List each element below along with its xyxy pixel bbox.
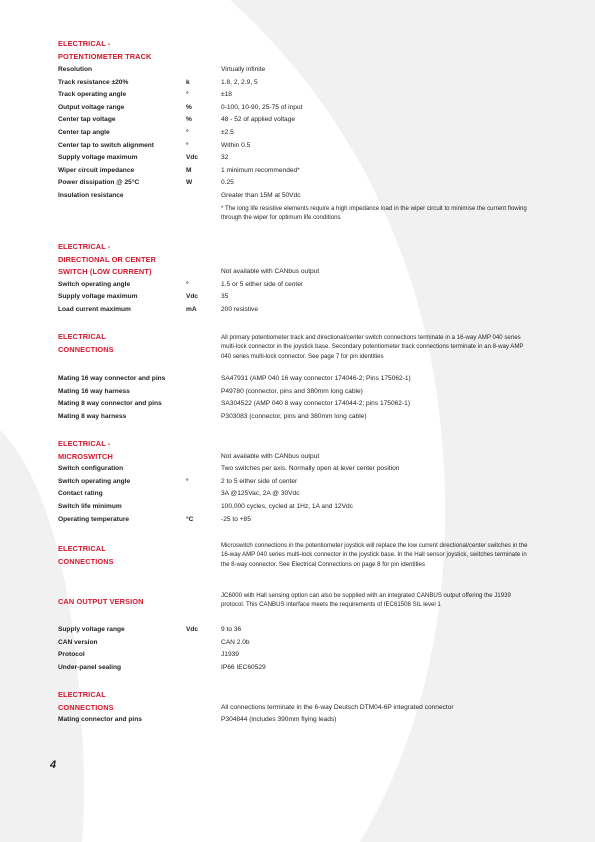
spec-label: Supply voltage range — [58, 626, 125, 633]
spec-label: Under-panel sealing — [58, 663, 122, 671]
spec-value: 35 — [221, 293, 229, 301]
spec-value: 3A @125Vac, 2A @ 30Vdc — [221, 490, 300, 498]
spec-label: Power dissipation @ 25°C — [58, 179, 140, 187]
heading-line: ELECTRICAL - — [58, 242, 111, 251]
spec-value: 1.5 or 5 either side of center — [221, 280, 304, 288]
spec-value: 200 resistive — [221, 306, 259, 313]
heading-line: CONNECTIONS — [58, 556, 114, 566]
spec-row — [0, 64, 595, 77]
spec-value: P49780 (connector, pins and 380mm long cable) — [221, 387, 363, 395]
section-paragraph: Microswitch connections in the potentiometer joystick will replace the low current directional/center switches in the 16-way AMP 040 series multi-lock connector in the joystick base. In the Hall sensor joystick, switches terminate in the 8-way connector. See Electrical Connections on page 8 for pin identities — [221, 542, 528, 568]
spec-value: 1.8, 2, 2.9, 5 — [221, 78, 258, 86]
spec-row — [0, 476, 595, 489]
section-intro — [0, 451, 595, 464]
spec-value: 2 to 5 either side of center — [221, 477, 298, 485]
spec-value: ±18 — [221, 91, 232, 99]
spec-label: Supply voltage maximum — [58, 293, 138, 301]
spec-label: Insulation resistance — [58, 192, 124, 199]
spec-unit: mA — [186, 306, 197, 313]
spec-row — [0, 373, 595, 386]
spec-value: SA47931 (AMP 040 16 way connector 174046-2; Pins 175062-1) — [221, 375, 411, 382]
spec-row — [0, 386, 595, 399]
spec-value: IP66 IEC60529 — [221, 663, 266, 671]
spec-label: Center tap angle — [58, 129, 110, 136]
spec-unit: % — [186, 116, 192, 124]
spec-row — [0, 488, 595, 501]
spec-row — [0, 89, 595, 102]
spec-unit: ° — [186, 477, 189, 485]
section-intro — [0, 266, 595, 279]
section-paragraph: JC6000 with Hall sensing option can also be supplied with an integrated CANBUS output offering the J1939 protocol. This CANBUS interface meets the requirements of IEC61508 SIL level 1 — [221, 592, 511, 609]
spec-row — [0, 177, 595, 190]
spec-value: 0-100, 10-90, 25-75 of input — [221, 103, 303, 111]
spec-label: Wiper circuit impedance — [58, 166, 135, 174]
spec-value: Greater than 15M at 50Vdc — [221, 192, 301, 199]
spec-row — [0, 714, 595, 727]
spec-row — [0, 463, 595, 476]
spec-unit: Vdc — [186, 293, 199, 301]
spec-row — [0, 279, 595, 292]
spec-label: CAN version — [58, 638, 98, 646]
spec-value: SA304522 (AMP 040 8 way connector 174044-2; pins 175062-1) — [221, 400, 411, 408]
page-number: 4 — [50, 759, 57, 771]
heading-line: ELECTRICAL — [58, 332, 106, 341]
spec-row — [0, 77, 595, 90]
spec-label: Switch operating angle — [58, 477, 131, 485]
spec-unit: ° — [186, 129, 189, 136]
spec-value: 1 minimum recommended* — [221, 166, 300, 174]
spec-row — [0, 127, 595, 140]
spec-row — [0, 165, 595, 178]
spec-label: Load current maximum — [58, 306, 131, 313]
spec-label: Mating 16 way connector and pins — [58, 375, 166, 382]
heading-line: SWITCH (LOW CURRENT) — [58, 267, 152, 277]
intro-text: All connections terminate in the 6-way Deutsch DTM04-6P integrated connector — [221, 703, 454, 711]
spec-unit: M — [186, 166, 192, 174]
spec-unit: W — [186, 179, 193, 187]
spec-unit: ° — [186, 280, 189, 288]
spec-label: Operating temperature — [58, 515, 130, 523]
spec-row — [0, 514, 595, 527]
intro-text: Not available with CANbus output — [221, 268, 320, 276]
spec-row — [0, 501, 595, 514]
spec-value: 100,000 cycles, cycled at 1Hz, 1A and 12Vdc — [221, 503, 353, 510]
spec-row — [0, 624, 595, 637]
section-heading — [58, 331, 114, 356]
spec-value: 48 - 52 of applied voltage — [221, 116, 296, 124]
spec-row — [0, 152, 595, 165]
spec-unit: ° — [186, 91, 189, 99]
spec-unit: % — [186, 103, 192, 111]
spec-value: P304844 (includes 390mm flying leads) — [221, 716, 337, 724]
spec-row — [0, 662, 595, 675]
spec-value: J1939 — [221, 651, 239, 659]
spec-value: Virtually infinite — [221, 66, 266, 73]
spec-row — [0, 637, 595, 650]
spec-row — [0, 304, 595, 317]
spec-row — [0, 291, 595, 304]
heading-line: POTENTIOMETER TRACK — [58, 51, 152, 61]
spec-unit: k — [186, 78, 190, 86]
heading-line: CONNECTIONS — [58, 344, 114, 354]
spec-row — [0, 411, 595, 424]
heading-line: CAN OUTPUT VERSION — [58, 597, 144, 606]
spec-row — [0, 114, 595, 127]
section-paragraph: All primary potentiometer track and directional/center switch connections terminate in a 16-way AMP 040 series multi-lock connector in the joystick base. Secondary potentiometer track connections terminate in an 8-way AMP 040 series multi-lock connector. See page 7 for pin identities — [221, 334, 524, 360]
spec-row — [0, 102, 595, 115]
spec-label: Contact rating — [58, 490, 103, 498]
section-heading — [58, 543, 114, 568]
spec-label: Protocol — [58, 651, 85, 659]
spec-row — [0, 649, 595, 662]
spec-label: Supply voltage maximum — [58, 154, 138, 162]
spec-label: Mating 8 way harness — [58, 412, 127, 420]
heading-line: ELECTRICAL - — [58, 39, 111, 48]
spec-label: Track resistance ±20% — [58, 78, 129, 86]
spec-label: Center tap voltage — [58, 116, 116, 124]
intro-text: Not available with CANbus output — [221, 452, 320, 460]
heading-line: DIRECTIONAL OR CENTER — [58, 254, 157, 264]
spec-label: Switch life minimum — [58, 503, 122, 510]
spec-value: Two switches per axis. Normally open at lever center position — [221, 465, 400, 473]
section-intro — [0, 702, 595, 715]
heading-line: MICROSWITCH — [58, 451, 113, 461]
heading-line: ELECTRICAL — [58, 544, 106, 553]
spec-value: P303083 (connector, pins and 380mm long cable) — [221, 412, 367, 420]
spec-label: Mating connector and pins — [58, 716, 142, 724]
spec-value: 32 — [221, 154, 229, 162]
spec-unit: Vdc — [186, 154, 199, 162]
spec-value: 9 to 36 — [221, 626, 242, 633]
spec-unit: ° — [186, 141, 189, 149]
spec-unit: Vdc — [186, 626, 199, 633]
spec-label: Output voltage range — [58, 103, 125, 111]
spec-label: Mating 16 way harness — [58, 387, 130, 395]
footnote: * The long life resistive elements require a high impedance load in the wiper circuit to minimise the current flowing through the wiper for optimum life conditions — [221, 205, 527, 222]
spec-row — [0, 190, 595, 203]
spec-value: -25 to +85 — [221, 515, 251, 523]
spec-value: Within 0.5 — [221, 141, 251, 149]
spec-label: Resolution — [58, 66, 93, 73]
spec-row — [0, 398, 595, 411]
spec-label: Center tap to switch alignment — [58, 141, 154, 149]
spec-value: 0.25 — [221, 179, 234, 187]
spec-label: Switch configuration — [58, 465, 124, 473]
spec-value: ±2.5 — [221, 129, 234, 136]
spec-label: Track operating angle — [58, 91, 127, 99]
spec-value: CAN 2.0b — [221, 638, 250, 646]
spec-row — [0, 140, 595, 153]
section-heading — [58, 596, 144, 609]
section-heading — [58, 38, 151, 63]
heading-line: CONNECTIONS — [58, 702, 114, 712]
spec-label: Mating 8 way connector and pins — [58, 400, 162, 408]
spec-label: Switch operating angle — [58, 280, 131, 288]
heading-line: ELECTRICAL - — [58, 439, 111, 448]
heading-line: ELECTRICAL — [58, 690, 106, 699]
spec-unit: °C — [186, 515, 194, 523]
